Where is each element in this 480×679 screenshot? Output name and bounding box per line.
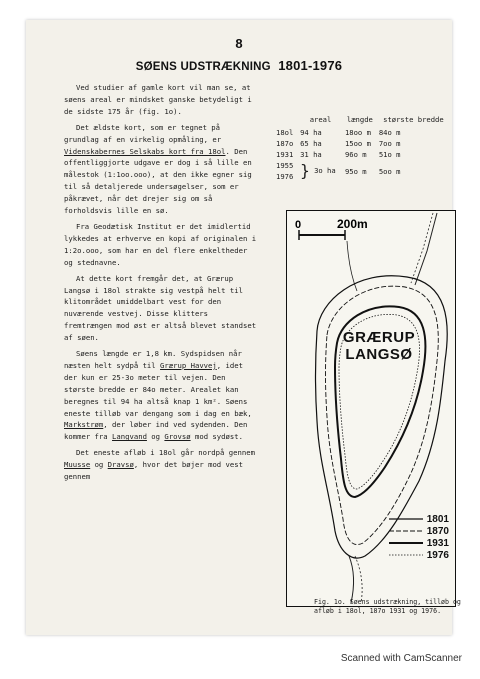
p6-underlined-2: Dravsø xyxy=(107,460,134,470)
legend-item xyxy=(389,549,449,561)
legend-item xyxy=(389,525,449,537)
table-header: længde xyxy=(346,115,373,124)
table-header-row xyxy=(274,115,450,127)
table-cell: 31 ha xyxy=(300,150,322,159)
legend-item xyxy=(389,513,449,525)
paragraph-2 xyxy=(64,122,258,217)
p5-underlined: Grærup Havvej xyxy=(160,360,217,370)
legend-label: 1801 xyxy=(426,513,449,525)
scanner-watermark: Scanned with CamScanner xyxy=(340,653,462,664)
p5-text-e: mod sydøst. xyxy=(190,432,243,442)
p2-underlined: Videnskabernes Selskabs kort fra 18ol xyxy=(64,146,226,156)
table-cell: 18ol xyxy=(276,128,294,137)
p5-underlined-4: Grovsø xyxy=(164,432,191,442)
paragraph-1: Ved studier af gamle kort vil man se, at søens areal er mindsket ganske betydeligt i de sidste 175 år (fig. 1o). xyxy=(64,83,252,116)
figure-caption: Fig. 1o. Søens udstrækning, tilløb og afløb i 18ol, 187o 1931 og 1976. xyxy=(314,598,461,615)
paragraph-5 xyxy=(64,348,258,443)
outflow-stream xyxy=(415,213,437,285)
table-header: største bredde xyxy=(383,115,444,124)
page-number: 8 xyxy=(235,36,243,51)
table-cell: 84o m xyxy=(378,128,401,137)
paragraph-4: At dette kort fremgår det, at Grærup Langsø i 18ol strakte sig vestpå helt til klitområdet umiddelbart vest for den nuværende vestvej. Disse klitters fremtrængen mod øst er altså blevet standset af søen. xyxy=(64,273,257,343)
title-years: 1801-1976 xyxy=(278,58,343,73)
table-cell: 96o m xyxy=(344,150,367,159)
body-text xyxy=(64,82,258,487)
table-cell: 5oo m xyxy=(378,166,401,176)
table-cell: 15oo m xyxy=(344,139,371,148)
table-cell-merged xyxy=(298,160,343,182)
p5-underlined-2: Markstrøm xyxy=(64,420,104,430)
p2-text-b: . Den offentliggjorte udgave er dog i så lille en målestok (1:1oo.ooo), at den ikke egner sig til så detaljerede undersøgelser, som er påkrævet, når det drejer sig om så forholdsvis lille en sø. xyxy=(64,146,252,216)
table-cell: 3o ha xyxy=(314,166,336,175)
scale-distance-label: 200m xyxy=(337,217,368,231)
lake-name-label xyxy=(339,329,419,363)
inflow-stream xyxy=(355,556,362,603)
lake-map xyxy=(286,210,456,607)
table-cell: 187o xyxy=(276,139,294,148)
lake-name-line2: LANGSØ xyxy=(345,346,413,363)
table-header: areal xyxy=(309,115,332,124)
legend-label: 1870 xyxy=(426,525,449,537)
table-row xyxy=(274,160,450,171)
legend-label: 1976 xyxy=(426,549,449,561)
table-cell: 95o m xyxy=(344,166,367,176)
map-legend xyxy=(389,513,449,561)
p5-underlined-3: Langvand xyxy=(112,432,147,442)
lake-name-line1: GRÆRUP xyxy=(342,329,416,346)
table-cell: 18oo m xyxy=(344,128,371,137)
paragraph-3: Fra Geodætisk Institut er det imidlertid lykkedes at erhverve en kopi af originalen i 1:2o.ooo, som har en del flere enkeltheder og stednavne. xyxy=(64,221,257,267)
legend-swatch-1801 xyxy=(389,516,423,522)
document-page xyxy=(26,20,461,635)
table-cell: 51o m xyxy=(378,150,401,159)
p5-text-d: og xyxy=(146,432,165,442)
table-cell: 1955 xyxy=(276,161,294,170)
paragraph-6 xyxy=(64,447,258,483)
table-cell: 1931 xyxy=(276,150,294,159)
table-cell: 65 ha xyxy=(300,139,322,148)
page-title xyxy=(26,58,452,73)
legend-label: 1931 xyxy=(426,537,449,549)
legend-swatch-1870 xyxy=(389,528,423,534)
title-text: SØENS UDSTRÆKNING xyxy=(135,61,271,73)
p5-text-a: Søens længde er 1,8 km. Sydspidsen når næsten helt sydpå til xyxy=(64,349,242,370)
p5-text-c: , der løber ind ved sydenden. Den kommer fra xyxy=(64,420,248,442)
scale-zero-label: 0 xyxy=(295,219,302,231)
p6-underlined: Muusse xyxy=(64,460,91,470)
legend-swatch-1931 xyxy=(389,540,423,546)
lake-stats-table xyxy=(274,115,450,182)
legend-swatch-1976 xyxy=(389,552,423,558)
table-cell: 1976 xyxy=(276,172,294,181)
p6-text-c: , hvor det bøjer mod vest gennem xyxy=(64,460,243,482)
outflow-stream xyxy=(411,213,433,283)
brace-glyph: } xyxy=(300,161,310,180)
p6-text-b: og xyxy=(90,460,108,470)
p2-text-a: Det ældste kort, som er tegnet på grundlag af en virkelig opmåling, er xyxy=(64,122,222,144)
table-cell: 94 ha xyxy=(300,128,322,137)
inflow-stream xyxy=(349,556,354,603)
table-row xyxy=(274,149,450,160)
table-row xyxy=(274,138,450,149)
table-header xyxy=(274,115,298,127)
table-row xyxy=(274,127,450,138)
legend-item xyxy=(389,537,449,549)
p5-text-b: , idet der kun er 25-3o meter til vejen. Den største bredde er 84o meter. Arealet kan beregnes til 94 ha altså knap 1 km². Søens eneste tilløb var dengang som i dag en bæk, xyxy=(64,360,252,418)
p6-text-a: Det eneste afløb i 18ol går nordpå gennem xyxy=(76,448,255,458)
table-cell: 7oo m xyxy=(378,139,401,148)
